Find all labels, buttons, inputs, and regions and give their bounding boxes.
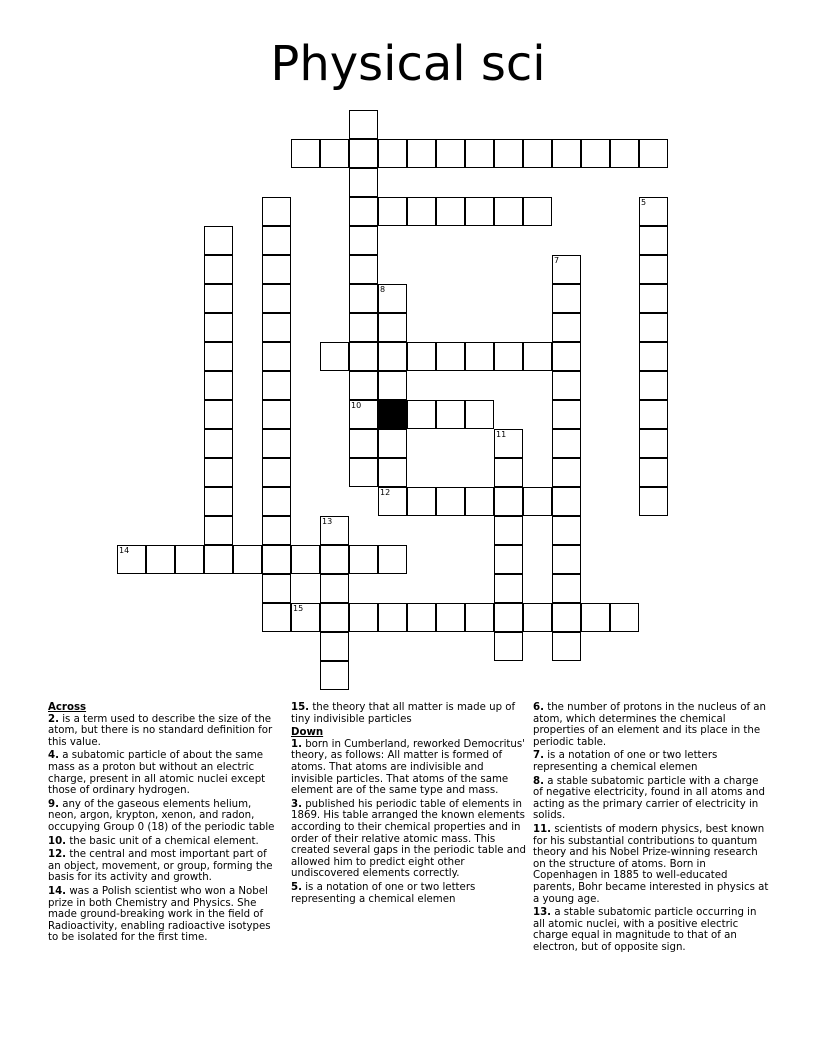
grid-cell[interactable] bbox=[494, 458, 523, 487]
grid-cell[interactable] bbox=[349, 603, 378, 632]
clue-text: is a notation of one or two letters representing a chemical elemen bbox=[291, 881, 476, 905]
grid-cell[interactable] bbox=[436, 487, 465, 516]
grid-cell[interactable] bbox=[523, 139, 552, 168]
grid-cell[interactable] bbox=[204, 371, 233, 400]
clue-across-14 bbox=[48, 886, 280, 944]
grid-cell[interactable] bbox=[523, 487, 552, 516]
grid-cell[interactable] bbox=[552, 255, 581, 284]
grid-cell[interactable] bbox=[378, 342, 407, 371]
clue-number: 7. bbox=[533, 750, 544, 762]
grid-cell[interactable] bbox=[262, 313, 291, 342]
grid-cell[interactable] bbox=[262, 487, 291, 516]
clue-number: 12. bbox=[48, 849, 67, 861]
grid-cell[interactable] bbox=[349, 110, 378, 139]
grid-cell[interactable] bbox=[465, 487, 494, 516]
clue-number: 3. bbox=[291, 798, 302, 810]
clue-text: a stable subatomic particle with a charge of negative electricity, found in all atoms and acting as the primary carrier of electricity in solids. bbox=[533, 775, 765, 822]
clue-across-4 bbox=[48, 750, 280, 796]
clue-text: published his periodic table of elements in 1869. His table arranged the known elements according to their chemical properties and in order of their relative atomic mass. This created several gaps in the periodic table and allowed him to predict eight other undiscovered elements correctly. bbox=[291, 798, 526, 880]
grid-cell[interactable] bbox=[349, 226, 378, 255]
grid-cell[interactable] bbox=[378, 139, 407, 168]
grid-cell[interactable] bbox=[407, 342, 436, 371]
grid-cell[interactable] bbox=[639, 342, 668, 371]
grid-cell[interactable] bbox=[320, 632, 349, 661]
grid-cell[interactable] bbox=[552, 371, 581, 400]
cell-number: 14 bbox=[119, 546, 130, 555]
grid-cell[interactable] bbox=[552, 429, 581, 458]
grid-cell[interactable] bbox=[233, 545, 262, 574]
black-cell bbox=[378, 400, 407, 429]
grid-cell[interactable] bbox=[204, 342, 233, 371]
clue-text: the theory that all matter is made up of tiny indivisible particles bbox=[291, 702, 516, 725]
clue-number: 15. bbox=[291, 702, 310, 713]
grid-cell[interactable] bbox=[320, 603, 349, 632]
clue-down-6 bbox=[533, 702, 771, 748]
grid-cell[interactable] bbox=[262, 603, 291, 632]
grid-cell[interactable] bbox=[378, 545, 407, 574]
grid-cell[interactable] bbox=[349, 168, 378, 197]
grid-cell[interactable] bbox=[639, 139, 668, 168]
grid-cell[interactable] bbox=[262, 458, 291, 487]
grid-cell[interactable] bbox=[320, 342, 349, 371]
grid-cell[interactable] bbox=[378, 429, 407, 458]
grid-cell[interactable] bbox=[349, 400, 378, 429]
grid-cell[interactable] bbox=[262, 371, 291, 400]
grid-cell[interactable] bbox=[494, 516, 523, 545]
grid-cell[interactable] bbox=[349, 458, 378, 487]
grid-cell[interactable] bbox=[639, 284, 668, 313]
grid-cell[interactable] bbox=[291, 603, 320, 632]
clue-down-5 bbox=[291, 882, 527, 905]
grid-cell[interactable] bbox=[639, 400, 668, 429]
grid-cell[interactable] bbox=[436, 197, 465, 226]
clue-column-3 bbox=[533, 702, 771, 955]
grid-cell[interactable] bbox=[204, 487, 233, 516]
grid-cell[interactable] bbox=[552, 313, 581, 342]
grid-cell[interactable] bbox=[436, 342, 465, 371]
grid-cell[interactable] bbox=[465, 197, 494, 226]
grid-cell[interactable] bbox=[407, 197, 436, 226]
clue-number: 4. bbox=[48, 750, 59, 762]
grid-cell[interactable] bbox=[204, 255, 233, 284]
clue-number: 1. bbox=[291, 738, 302, 750]
clue-down-1 bbox=[291, 739, 527, 797]
grid-cell[interactable] bbox=[262, 400, 291, 429]
grid-cell[interactable] bbox=[320, 139, 349, 168]
clue-across-2 bbox=[48, 714, 280, 749]
grid-cell[interactable] bbox=[349, 429, 378, 458]
grid-cell[interactable] bbox=[262, 342, 291, 371]
grid-cell[interactable] bbox=[523, 603, 552, 632]
grid-cell[interactable] bbox=[581, 603, 610, 632]
grid-cell[interactable] bbox=[523, 342, 552, 371]
grid-cell[interactable] bbox=[552, 545, 581, 574]
grid-cell[interactable] bbox=[523, 197, 552, 226]
grid-cell[interactable] bbox=[146, 545, 175, 574]
grid-cell[interactable] bbox=[465, 400, 494, 429]
clue-text: a stable subatomic particle occurring in all atomic nuclei, with a positive electric charge equal in magnitude to that of an electron, but of opposite sign. bbox=[533, 907, 757, 953]
grid-cell[interactable] bbox=[349, 313, 378, 342]
grid-cell[interactable] bbox=[320, 574, 349, 603]
clue-number: 8. bbox=[533, 775, 544, 787]
grid-cell[interactable] bbox=[639, 429, 668, 458]
grid-cell[interactable] bbox=[407, 603, 436, 632]
clue-number: 13. bbox=[533, 907, 552, 919]
grid-cell[interactable] bbox=[494, 139, 523, 168]
clue-across-9 bbox=[48, 799, 280, 834]
clue-number: 10. bbox=[48, 835, 67, 847]
grid-cell[interactable] bbox=[378, 313, 407, 342]
grid-cell[interactable] bbox=[436, 139, 465, 168]
grid-cell[interactable] bbox=[639, 371, 668, 400]
grid-cell[interactable] bbox=[552, 632, 581, 661]
grid-cell[interactable] bbox=[291, 545, 320, 574]
page-title: Physical sci bbox=[270, 36, 546, 92]
grid-cell[interactable] bbox=[320, 516, 349, 545]
clue-number: 9. bbox=[48, 798, 59, 810]
grid-cell[interactable] bbox=[291, 139, 320, 168]
clue-text: a subatomic particle of about the same mass as a proton but without an electric charge, present in all atomic nuclei except those of ordinary hydrogen. bbox=[48, 750, 266, 797]
grid-cell[interactable] bbox=[552, 458, 581, 487]
clue-across-10 bbox=[48, 836, 280, 848]
grid-cell[interactable] bbox=[639, 458, 668, 487]
grid-cell[interactable] bbox=[552, 139, 581, 168]
cell-number: 8 bbox=[380, 285, 386, 294]
grid-cell[interactable] bbox=[378, 371, 407, 400]
grid-cell[interactable] bbox=[262, 226, 291, 255]
clue-text: is a notation of one or two letters representing a chemical elemen bbox=[533, 750, 718, 773]
grid-cell[interactable] bbox=[436, 400, 465, 429]
grid-cell[interactable] bbox=[378, 197, 407, 226]
grid-cell[interactable] bbox=[610, 603, 639, 632]
clue-text: was a Polish scientist who won a Nobel prize in both Chemistry and Physics. She made ground-breaking work in the field of Radioactivity, enabling radioactive isotypes to be isolated for the first time. bbox=[48, 885, 271, 944]
clue-text: born in Cumberland, reworked Democritus' theory, as follows: All matter is formed of atoms. That atoms are indivisible and invisible particles. That atoms of the same element are of the same type and mass. bbox=[291, 738, 525, 797]
grid-cell[interactable] bbox=[494, 487, 523, 516]
grid-cell[interactable] bbox=[349, 371, 378, 400]
clue-text: the number of protons in the nucleus of an atom, which determines the chemical properties of an element and its place in the periodic table. bbox=[533, 702, 766, 748]
grid-cell[interactable] bbox=[494, 429, 523, 458]
grid-cell[interactable] bbox=[262, 255, 291, 284]
grid-cell[interactable] bbox=[552, 603, 581, 632]
grid-cell[interactable] bbox=[320, 545, 349, 574]
grid-cell[interactable] bbox=[494, 603, 523, 632]
grid-cell[interactable] bbox=[407, 487, 436, 516]
grid-cell[interactable] bbox=[204, 545, 233, 574]
clue-down-11 bbox=[533, 824, 771, 905]
grid-cell[interactable] bbox=[262, 516, 291, 545]
grid-cell[interactable] bbox=[204, 400, 233, 429]
grid-cell[interactable] bbox=[262, 197, 291, 226]
grid-cell[interactable] bbox=[262, 284, 291, 313]
grid-cell[interactable] bbox=[581, 139, 610, 168]
grid-cell[interactable] bbox=[407, 400, 436, 429]
grid-cell[interactable] bbox=[639, 255, 668, 284]
grid-cell[interactable] bbox=[639, 487, 668, 516]
clue-down-3 bbox=[291, 799, 527, 880]
grid-cell[interactable] bbox=[436, 603, 465, 632]
cell-number: 12 bbox=[380, 488, 391, 497]
grid-cell[interactable] bbox=[349, 139, 378, 168]
grid-cell[interactable] bbox=[262, 429, 291, 458]
grid-cell[interactable] bbox=[349, 197, 378, 226]
grid-cell[interactable] bbox=[349, 255, 378, 284]
clue-number: 2. bbox=[48, 713, 59, 725]
clue-down-8 bbox=[533, 776, 771, 822]
grid-cell[interactable] bbox=[552, 342, 581, 371]
grid-cell[interactable] bbox=[465, 342, 494, 371]
grid-cell[interactable] bbox=[639, 313, 668, 342]
grid-cell[interactable] bbox=[175, 545, 204, 574]
grid-cell[interactable] bbox=[465, 139, 494, 168]
clue-number: 11. bbox=[533, 823, 552, 835]
clue-text: is a term used to describe the size of the atom, but there is no standard definition for this value. bbox=[48, 713, 273, 748]
grid-cell[interactable] bbox=[349, 284, 378, 313]
grid-cell[interactable] bbox=[552, 487, 581, 516]
grid-cell[interactable] bbox=[378, 603, 407, 632]
grid-cell[interactable] bbox=[262, 545, 291, 574]
clue-number: 14. bbox=[48, 885, 67, 897]
cell-number: 7 bbox=[554, 256, 560, 265]
grid-cell[interactable] bbox=[494, 632, 523, 661]
grid-cell[interactable] bbox=[204, 313, 233, 342]
grid-cell[interactable] bbox=[465, 603, 494, 632]
clue-number: 6. bbox=[533, 702, 544, 713]
grid-cell[interactable] bbox=[378, 458, 407, 487]
grid-cell[interactable] bbox=[117, 545, 146, 574]
clue-text: the basic unit of a chemical element. bbox=[69, 835, 259, 847]
grid-cell[interactable] bbox=[204, 284, 233, 313]
clue-text: any of the gaseous elements helium, neon, argon, krypton, xenon, and radon, occupying Group 0 (18) of the periodic table bbox=[48, 798, 275, 833]
cell-number: 13 bbox=[322, 517, 333, 526]
grid-cell[interactable] bbox=[639, 226, 668, 255]
grid-cell[interactable] bbox=[204, 429, 233, 458]
grid-cell[interactable] bbox=[204, 458, 233, 487]
clue-across-12 bbox=[48, 849, 280, 884]
clue-number: 5. bbox=[291, 881, 302, 893]
across-header: Across bbox=[48, 702, 87, 713]
cell-number: 10 bbox=[351, 401, 362, 410]
grid-cell[interactable] bbox=[552, 284, 581, 313]
grid-cell[interactable] bbox=[262, 574, 291, 603]
clue-column-2 bbox=[291, 702, 527, 907]
grid-cell[interactable] bbox=[552, 574, 581, 603]
grid-cell[interactable] bbox=[407, 139, 436, 168]
grid-cell[interactable] bbox=[320, 661, 349, 690]
grid-cell[interactable] bbox=[494, 545, 523, 574]
grid-cell[interactable] bbox=[494, 342, 523, 371]
cell-number: 11 bbox=[496, 430, 507, 439]
grid-cell[interactable] bbox=[349, 545, 378, 574]
grid-cell[interactable] bbox=[494, 574, 523, 603]
grid-cell[interactable] bbox=[378, 284, 407, 313]
grid-cell[interactable] bbox=[204, 516, 233, 545]
clue-down-13 bbox=[533, 907, 771, 953]
clue-text: scientists of modern physics, best known for his substantial contributions to quantum theory and his Nobel Prize-winning research on the structure of atoms. Born in Copenhagen in 1885 to well-educated parents, Bohr became interested in physics at a young age. bbox=[533, 823, 769, 905]
cell-number: 15 bbox=[293, 604, 304, 613]
grid-cell[interactable] bbox=[639, 197, 668, 226]
grid-cell[interactable] bbox=[378, 487, 407, 516]
cell-number: 5 bbox=[641, 198, 647, 207]
clue-across-15 bbox=[291, 702, 527, 725]
grid-cell[interactable] bbox=[552, 516, 581, 545]
grid-cell[interactable] bbox=[552, 400, 581, 429]
clue-text: the central and most important part of an object, movement, or group, forming the basis for its activity and growth. bbox=[48, 849, 273, 884]
grid-cell[interactable] bbox=[494, 197, 523, 226]
grid-cell[interactable] bbox=[610, 139, 639, 168]
grid-cell[interactable] bbox=[204, 226, 233, 255]
down-header: Down bbox=[291, 727, 324, 739]
clue-down-7 bbox=[533, 750, 771, 773]
grid-cell[interactable] bbox=[349, 342, 378, 371]
clue-column-1 bbox=[48, 702, 280, 946]
